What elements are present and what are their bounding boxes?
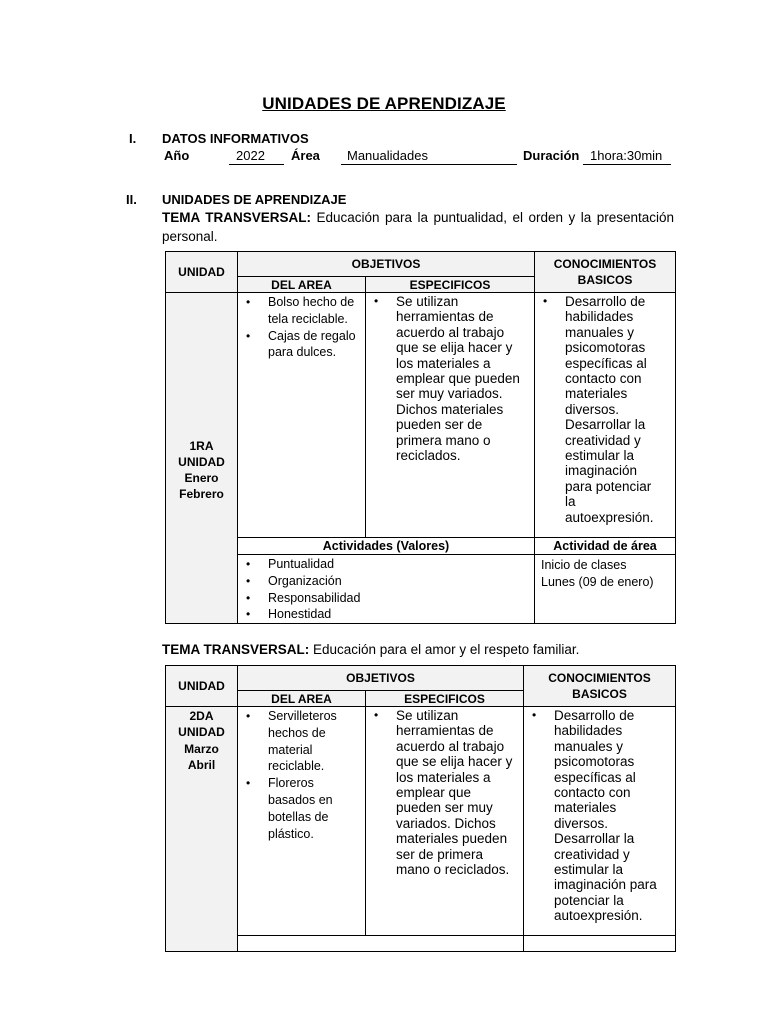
header-conocimientos: CONOCIMIENTOS BASICOS [535,252,676,293]
list-item: • Honestidad [268,606,534,623]
list-item: • Floreros basados en botellas de plástico. [268,775,341,842]
actividad-area-line: Lunes (09 de enero) [541,574,654,589]
header-del-area: DEL AREA [238,691,366,707]
header-unidad: UNIDAD [166,666,238,707]
header-especificos: ESPECIFICOS [366,277,535,293]
unit-cell-2 [166,707,238,952]
unit-cell-1 [166,293,238,624]
ano-label: Año [164,148,190,163]
list-item: • Cajas de regalo para dulces. [268,328,361,362]
unit-table-2 [165,665,676,952]
ano-value: 2022 [229,148,284,165]
tema-label: TEMA TRANSVERSAL: [162,642,310,657]
header-del-area: DEL AREA [238,277,366,293]
tema-text: Educación para la puntualidad, el orden y la presentación personal. [162,210,674,244]
tema-text: Educación para el amor y el respeto familiar. [309,642,580,657]
tema-label: TEMA TRANSVERSAL: [162,210,311,225]
actividad-area-cell [535,555,676,624]
list-item: • Se utilizan herramientas de acuerdo al trabajo que se elija hacer y los materiales a emplear que pueden ser muy variados. Dichos materiales pueden ser de primera mano o reciclados. [396,708,515,877]
del-area-cell [238,293,366,538]
header-objetivos: OBJETIVOS [238,252,535,277]
header-conocimientos: CONOCIMIENTOS BASICOS [524,666,676,707]
list-item: • Se utilizan herramientas de acuerdo al trabajo que se elija hacer y los materiales a emplear que pueden ser muy variados. Dichos materiales pueden ser de primera mano o reciclados. [396,294,524,463]
actividades-header: Actividades (Valores) [238,538,535,555]
page-title: UNIDADES DE APRENDIZAJE [262,94,506,113]
unit-line: 1RA [189,438,214,453]
header-unidad: UNIDAD [166,252,238,293]
actividad-area-line: Inicio de clases [541,558,627,572]
header-especificos: ESPECIFICOS [366,691,524,707]
unit-line: Febrero [179,487,224,502]
empty-cell [524,936,676,952]
unit-line: Enero [184,471,219,486]
conocimientos-cell [535,293,676,538]
list-item: • Puntualidad [268,556,534,573]
del-area-cell [238,707,366,936]
duracion-label: Duración [523,148,580,163]
tema-transversal-2 [162,640,674,659]
list-item: • Responsabilidad [268,590,534,607]
duracion-value: 1hora:30min [583,148,671,165]
especificos-cell [366,707,524,936]
area-value: Manualidades [341,148,517,165]
unit-line: UNIDAD [178,454,225,469]
conocimientos-cell [524,707,676,936]
tema-transversal-1 [162,208,674,246]
list-item: • Organización [268,573,534,590]
list-item: • Desarrollo de habilidades manuales y psicomotoras específicas al contacto con materiales diversos. Desarrollar la creatividad y estimular la imaginación para potenciar la autoexpresión. [554,708,667,924]
area-label: Área [291,148,320,163]
list-item: • Servilleteros hechos de material reciclable. [268,708,341,775]
unit-line: Marzo [184,741,219,756]
unit-line: Abril [187,757,216,772]
actividad-area-header: Actividad de área [535,538,676,555]
section2-title: UNIDADES DE APRENDIZAJE [162,192,347,207]
unit-line: UNIDAD [178,725,225,740]
header-objetivos: OBJETIVOS [238,666,524,691]
section1-number: I. [129,131,137,146]
section2-number: II. [126,192,137,207]
section1-title: DATOS INFORMATIVOS [162,131,309,146]
list-item: • Bolso hecho de tela reciclable. [268,294,361,328]
actividades-cell [238,555,535,624]
unit-table-1 [165,251,676,624]
empty-cell [238,936,524,952]
especificos-cell [366,293,535,538]
unit-line: 2DA [189,709,214,723]
list-item: • Desarrollo de habilidades manuales y psicomotoras específicas al contacto con materiales diversos. Desarrollar la creatividad y estimular la imaginación para potenciar la autoexpresión. [565,294,653,525]
